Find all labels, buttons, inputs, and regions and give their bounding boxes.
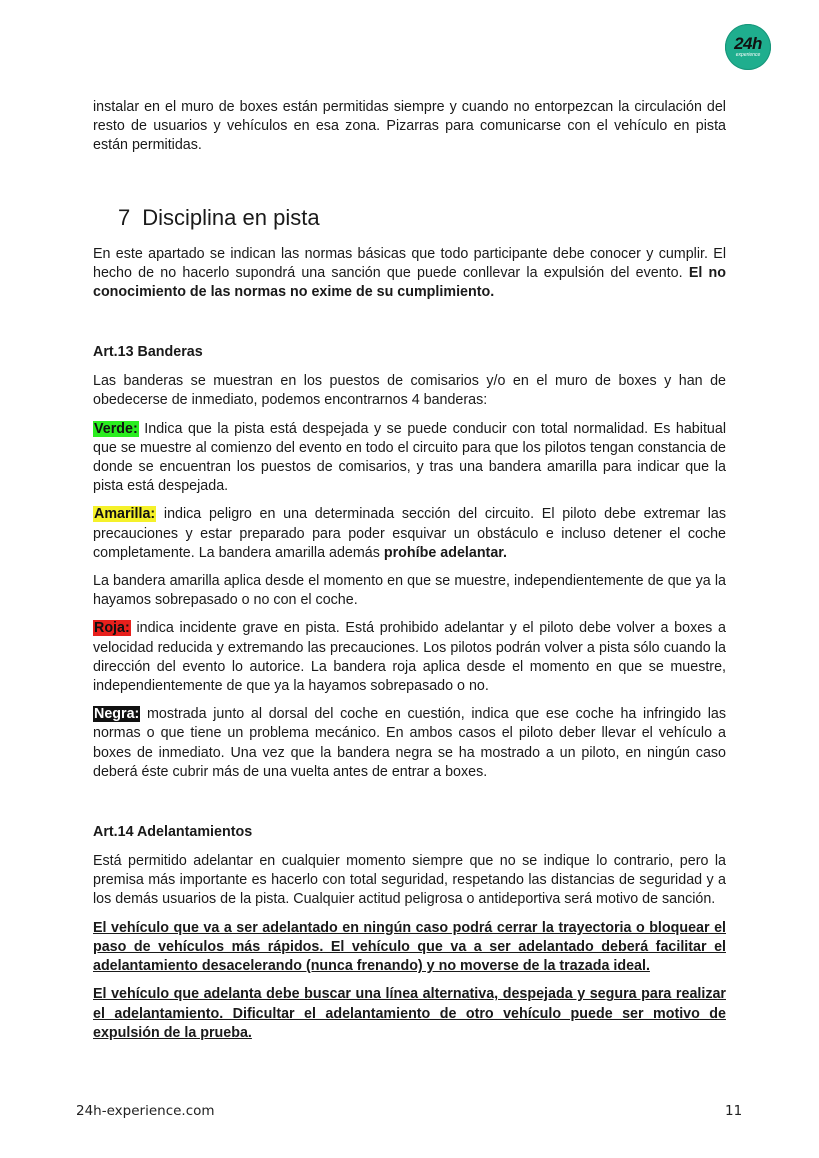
flag-amarilla-note: La bandera amarilla aplica desde el momento en que se muestre, independientemente de que ya la hayamos sobrepasado o no con el coche. [93,573,726,609]
section-number: 7 [118,204,131,230]
flag-negra-text: mostrada junto al dorsal del coche en cuestión, indica que ese coche ha infringido las normas o que tiene un problema mecánico. En ambos casos el piloto deber llevar el vehículo a boxes de inmediato. Una vez que la bandera negra se ha mostrado a un piloto, en ningún caso deberá éste cubrir más de una vuelta antes de entrar a boxes. [93,706,726,780]
section-heading [118,205,726,231]
flag-amarilla-bold: prohíbe adelantar. [383,544,508,561]
brand-logo [725,24,771,70]
flag-negra-paragraph [93,705,726,782]
flag-verde-label: Verde: [94,420,138,437]
art13-intro: Las banderas se muestran en los puestos de comisarios y/o en el muro de boxes y han de obedecerse de inmediato, podemos encontrarnos 4 banderas: [93,373,726,409]
flag-roja-paragraph [93,619,726,696]
flag-roja-text: indica incidente grave en pista. Está prohibido adelantar y el piloto debe volver a boxes a velocidad reducida y extremando las precauciones. Los pilotos podrán volver a pista sólo cuando la dirección del evento lo autorice. La bandera roja aplica desde el momento en que se muestre, independientemente de que ya la hayamos sobrepasado o no. [93,620,726,695]
flag-negra-label: Negra: [94,706,140,723]
flag-amarilla-paragraph [93,505,726,563]
flag-roja-label: Roja: [94,620,130,637]
footer-site: 24h-experience.com [76,1103,215,1119]
flag-verde-paragraph [93,420,726,497]
intro-continuation: instalar en el muro de boxes están permitidas siempre y cuando no entorpezcan la circulación del resto de usuarios y vehículos en esa zona. Pizarras para comunicarse con el vehículo en pista están permitidas. [93,99,726,154]
art14-heading: Art.14 Adelantamientos [93,824,253,841]
section-intro-bold: El no conocimiento de las normas no exime de su cumplimiento. [93,264,727,301]
page-content [93,98,726,1052]
art14-rule-overtaking: El vehículo que adelanta debe buscar una línea alternativa, despejada y segura para realizar el adelantamiento. Dificultar el adelantamiento de otro vehículo puede ser motivo de expulsión de la prueba. [93,986,726,1041]
art14-rule-overtaken: El vehículo que va a ser adelantado en ningún caso podrá cerrar la trayectoria o bloquear el paso de vehículos más rápidos. El vehículo que va a ser adelantado deberá facilitar el adelantamiento desacelerando (nunca frenando) y no moverse de la trazada ideal. [93,919,726,975]
section-title: Disciplina en pista [142,204,320,230]
flag-amarilla-label: Amarilla: [94,506,156,523]
section-intro-text: En este apartado se indican las normas básicas que todo participante debe conocer y cumplir. El hecho de no hacerlo supondrá una sanción que puede conllevar la expulsión del evento. [93,245,726,281]
flag-verde-text: Indica que la pista está despejada y se puede conducir con total normalidad. Es habitual que se muestre al comienzo del evento en todo el circuito para que los pilotos tengan constancia de donde se encuentran los puestos de comisarios, y tras una bandera amarilla para indicar que la pista está despejada. [93,420,726,495]
logo-sub-text: experience [735,52,761,58]
logo-main-text: 24h [734,34,762,53]
art13-heading: Art.13 Banderas [93,344,203,361]
page-number: 11 [725,1103,743,1119]
section-intro [93,245,726,303]
flag-amarilla-text: indica peligro en una determinada sección del circuito. El piloto debe extremar las precauciones y estar preparado para poder esquivar un obstáculo e incluso detener el coche completamente. La bandera amarilla además [93,506,726,561]
art14-intro: Está permitido adelantar en cualquier momento siempre que no se indique lo contrario, pero la premisa más importante es hacerlo con total seguridad, respetando las distancias de seguridad y a los demás usuarios de la pista. Cualquier actitud peligrosa o antideportiva será motivo de sanción. [93,853,726,908]
